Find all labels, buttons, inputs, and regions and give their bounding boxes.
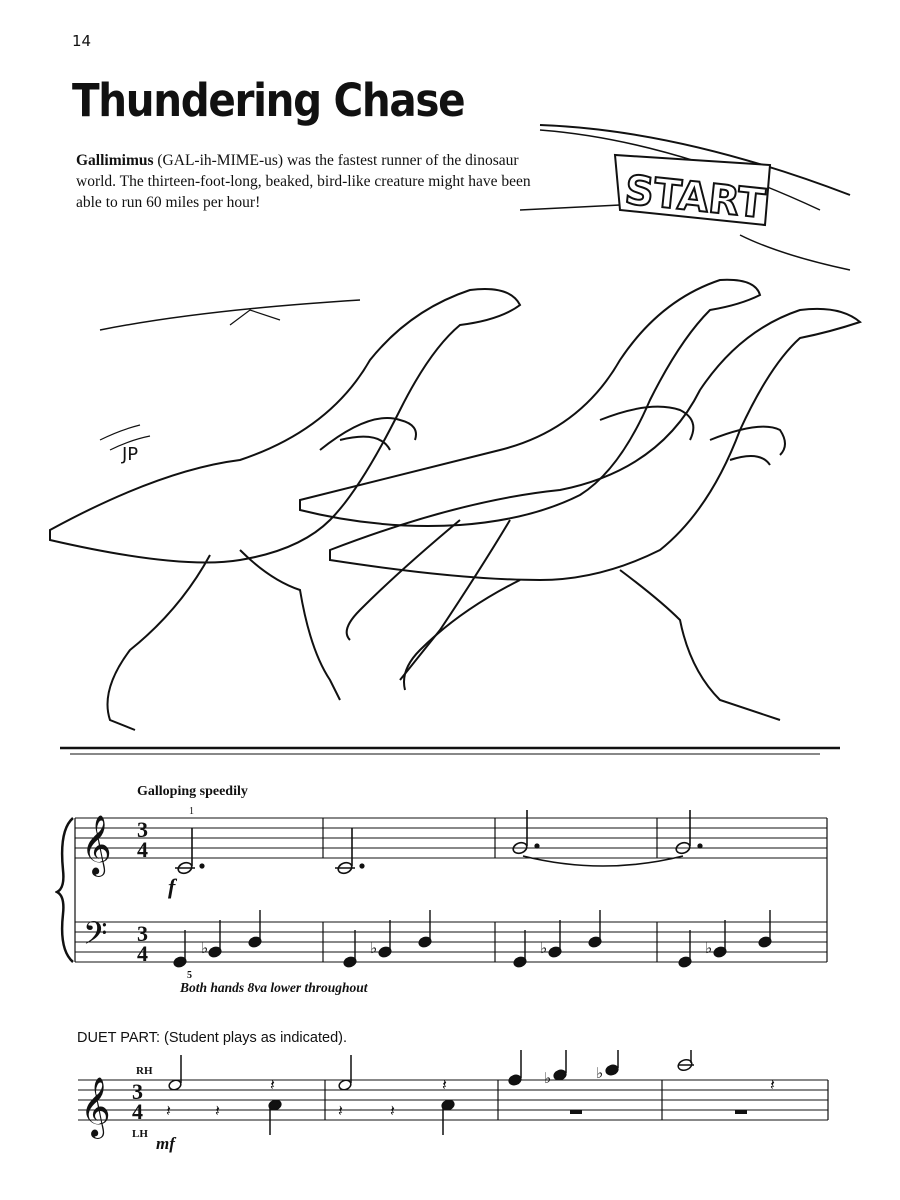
duet-dynamic: mf	[156, 1134, 175, 1153]
start-label: START	[622, 167, 768, 228]
dinosaur-name: Gallimimus	[76, 152, 154, 169]
lh-fingering: 5	[187, 970, 192, 980]
svg-text:𝄽: 𝄽	[338, 1101, 343, 1120]
duet-time-top: 3	[132, 1079, 143, 1104]
rh-label: RH	[136, 1065, 153, 1077]
time-sig-top-bass: 3	[137, 921, 148, 946]
svg-text:𝄽: 𝄽	[215, 1101, 220, 1120]
svg-text:♭: ♭	[201, 939, 209, 957]
intro-text: (GAL-ih-MIME-us) was the fastest runner of the dinosaur world. The thirteen-foot-long, beaked, bird-like creature might have been able to run 60 miles per hour!	[76, 152, 531, 211]
dinosaur-middle	[300, 280, 760, 680]
time-sig-bottom-bass: 4	[137, 941, 148, 966]
duet-treble-clef-icon: 𝄞	[80, 1077, 111, 1137]
rh-fingering: 1	[189, 806, 194, 817]
svg-text:𝄽: 𝄽	[166, 1101, 171, 1120]
duet-notes	[166, 1050, 775, 1135]
grand-staff-brace	[57, 818, 73, 962]
svg-text:♭: ♭	[370, 939, 378, 957]
forte-dynamic: f	[168, 874, 176, 899]
dinosaur-illustration	[40, 250, 880, 760]
duet-score	[70, 1050, 850, 1160]
page-title: Thundering Chase	[72, 74, 465, 127]
dinosaur-left	[50, 289, 520, 730]
svg-text:♭: ♭	[544, 1069, 552, 1087]
treble-staff	[75, 818, 827, 858]
piano-score	[55, 800, 845, 980]
octave-instruction: Both hands 8va lower throughout	[180, 980, 368, 995]
time-sig-bottom: 4	[137, 837, 148, 862]
time-sig-top: 3	[137, 817, 148, 842]
lh-label: LH	[132, 1128, 148, 1140]
duet-time-bottom: 4	[132, 1099, 143, 1124]
duet-part-label: DUET PART: (Student plays as indicated).	[77, 1030, 347, 1046]
intro-paragraph	[76, 150, 546, 213]
bass-staff	[75, 922, 827, 962]
tempo-marking: Galloping speedily	[137, 784, 248, 799]
svg-text:𝄽: 𝄽	[770, 1075, 775, 1094]
svg-text:♭: ♭	[596, 1064, 604, 1082]
duet-staff	[78, 1080, 828, 1120]
svg-text:♭: ♭	[540, 939, 548, 957]
dinosaur-right	[330, 309, 860, 720]
svg-text:𝄽: 𝄽	[442, 1075, 447, 1094]
svg-text:𝄽: 𝄽	[390, 1101, 395, 1120]
treble-clef-icon: 𝄞	[81, 815, 112, 875]
bass-clef-icon: 𝄢	[83, 915, 108, 959]
artist-signature: JP	[122, 444, 139, 465]
svg-text:♭: ♭	[705, 939, 713, 957]
treble-notes	[175, 810, 702, 875]
bass-notes	[173, 910, 772, 968]
svg-text:𝄽: 𝄽	[270, 1075, 275, 1094]
page-number: 14	[72, 32, 92, 50]
